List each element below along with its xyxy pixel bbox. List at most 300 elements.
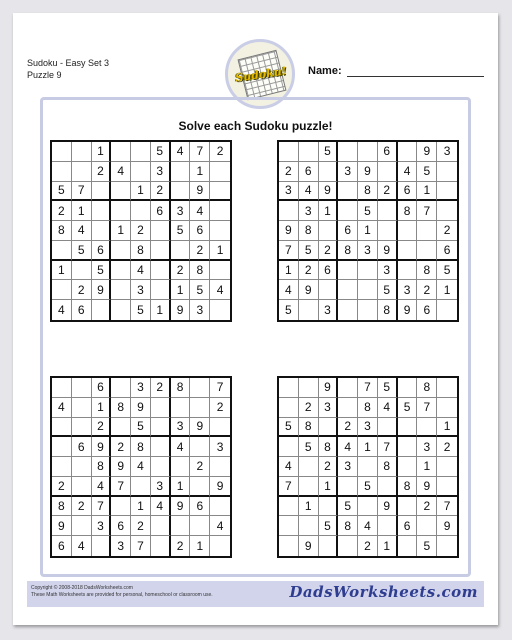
sudoku-cell[interactable]	[338, 280, 358, 300]
sudoku-cell[interactable]	[417, 221, 437, 241]
sudoku-cell[interactable]	[171, 398, 191, 418]
sudoku-cell[interactable]	[417, 241, 437, 261]
sudoku-cell[interactable]: 9	[171, 300, 191, 320]
sudoku-cell[interactable]	[279, 398, 299, 418]
sudoku-cell[interactable]	[190, 477, 210, 497]
sudoku-cell[interactable]: 5	[437, 261, 457, 281]
sudoku-cell[interactable]: 9	[299, 280, 319, 300]
sudoku-cell[interactable]	[358, 497, 378, 517]
sudoku-cell[interactable]: 9	[279, 221, 299, 241]
sudoku-cell[interactable]: 1	[131, 497, 151, 517]
sudoku-cell[interactable]	[338, 300, 358, 320]
sudoku-cell[interactable]: 8	[299, 418, 319, 438]
sudoku-cell[interactable]: 5	[398, 398, 418, 418]
sudoku-cell[interactable]: 5	[417, 162, 437, 182]
sudoku-cell[interactable]: 6	[72, 300, 92, 320]
sudoku-cell[interactable]: 1	[151, 300, 171, 320]
sudoku-cell[interactable]	[190, 516, 210, 536]
sudoku-cell[interactable]	[52, 457, 72, 477]
sudoku-cell[interactable]: 2	[131, 221, 151, 241]
sudoku-cell[interactable]: 5	[378, 280, 398, 300]
sudoku-cell[interactable]	[210, 497, 230, 517]
sudoku-cell[interactable]: 3	[319, 398, 339, 418]
sudoku-cell[interactable]: 6	[338, 221, 358, 241]
sudoku-cell[interactable]	[338, 142, 358, 162]
sudoku-cell[interactable]: 7	[358, 378, 378, 398]
sudoku-cell[interactable]	[111, 497, 131, 517]
sudoku-cell[interactable]	[111, 280, 131, 300]
sudoku-cell[interactable]	[319, 418, 339, 438]
sudoku-cell[interactable]	[358, 300, 378, 320]
sudoku-cell[interactable]: 4	[398, 162, 418, 182]
sudoku-cell[interactable]	[151, 398, 171, 418]
sudoku-cell[interactable]: 4	[92, 477, 112, 497]
sudoku-cell[interactable]	[111, 142, 131, 162]
sudoku-cell[interactable]	[151, 261, 171, 281]
sudoku-cell[interactable]: 8	[338, 516, 358, 536]
sudoku-cell[interactable]: 5	[151, 142, 171, 162]
sudoku-cell[interactable]: 2	[417, 497, 437, 517]
sudoku-cell[interactable]: 9	[378, 241, 398, 261]
sudoku-cell[interactable]	[299, 142, 319, 162]
sudoku-cell[interactable]: 7	[417, 398, 437, 418]
sudoku-cell[interactable]	[299, 477, 319, 497]
sudoku-cell[interactable]: 1	[131, 182, 151, 202]
sudoku-cell[interactable]	[398, 457, 418, 477]
sudoku-cell[interactable]	[151, 241, 171, 261]
sudoku-cell[interactable]	[72, 378, 92, 398]
sudoku-cell[interactable]	[437, 300, 457, 320]
sudoku-cell[interactable]	[398, 378, 418, 398]
sudoku-cell[interactable]: 1	[190, 162, 210, 182]
sudoku-cell[interactable]	[437, 477, 457, 497]
sudoku-cell[interactable]	[398, 261, 418, 281]
sudoku-cell[interactable]: 8	[131, 241, 151, 261]
sudoku-cell[interactable]	[111, 378, 131, 398]
sudoku-cell[interactable]: 3	[111, 536, 131, 556]
sudoku-cell[interactable]	[279, 536, 299, 556]
sudoku-cell[interactable]	[338, 261, 358, 281]
sudoku-cell[interactable]: 5	[319, 142, 339, 162]
sudoku-cell[interactable]	[151, 516, 171, 536]
sudoku-cell[interactable]: 1	[358, 221, 378, 241]
sudoku-cell[interactable]	[52, 241, 72, 261]
sudoku-cell[interactable]	[319, 280, 339, 300]
sudoku-cell[interactable]: 9	[319, 182, 339, 202]
sudoku-cell[interactable]: 4	[111, 162, 131, 182]
sudoku-cell[interactable]	[299, 516, 319, 536]
sudoku-cell[interactable]: 5	[92, 261, 112, 281]
sudoku-cell[interactable]: 6	[378, 142, 398, 162]
sudoku-cell[interactable]: 8	[378, 300, 398, 320]
sudoku-cell[interactable]	[190, 437, 210, 457]
sudoku-cell[interactable]	[299, 457, 319, 477]
sudoku-cell[interactable]	[378, 418, 398, 438]
sudoku-cell[interactable]: 1	[190, 536, 210, 556]
sudoku-cell[interactable]: 6	[319, 261, 339, 281]
sudoku-cell[interactable]	[210, 457, 230, 477]
sudoku-cell[interactable]: 7	[111, 477, 131, 497]
sudoku-cell[interactable]	[279, 201, 299, 221]
sudoku-cell[interactable]: 3	[171, 201, 191, 221]
sudoku-cell[interactable]	[338, 398, 358, 418]
sudoku-cell[interactable]: 5	[190, 280, 210, 300]
sudoku-cell[interactable]: 1	[437, 280, 457, 300]
sudoku-cell[interactable]	[111, 418, 131, 438]
sudoku-cell[interactable]: 9	[92, 437, 112, 457]
sudoku-cell[interactable]	[210, 182, 230, 202]
sudoku-cell[interactable]: 4	[72, 536, 92, 556]
sudoku-cell[interactable]: 4	[151, 497, 171, 517]
sudoku-cell[interactable]	[210, 201, 230, 221]
sudoku-cell[interactable]	[52, 280, 72, 300]
sudoku-cell[interactable]	[398, 221, 418, 241]
sudoku-cell[interactable]: 4	[299, 182, 319, 202]
sudoku-cell[interactable]	[398, 418, 418, 438]
sudoku-cell[interactable]: 2	[151, 182, 171, 202]
sudoku-cell[interactable]: 6	[417, 300, 437, 320]
sudoku-cell[interactable]: 2	[299, 398, 319, 418]
sudoku-cell[interactable]: 3	[190, 300, 210, 320]
sudoku-cell[interactable]	[279, 142, 299, 162]
sudoku-cell[interactable]	[210, 162, 230, 182]
sudoku-cell[interactable]	[437, 457, 457, 477]
sudoku-cell[interactable]	[417, 516, 437, 536]
sudoku-cell[interactable]: 3	[171, 418, 191, 438]
sudoku-cell[interactable]: 5	[131, 300, 151, 320]
sudoku-cell[interactable]: 7	[279, 477, 299, 497]
sudoku-cell[interactable]: 6	[111, 516, 131, 536]
sudoku-cell[interactable]	[92, 300, 112, 320]
sudoku-cell[interactable]	[111, 261, 131, 281]
sudoku-cell[interactable]: 1	[72, 201, 92, 221]
sudoku-cell[interactable]	[279, 497, 299, 517]
sudoku-cell[interactable]	[338, 201, 358, 221]
sudoku-cell[interactable]: 4	[131, 261, 151, 281]
sudoku-cell[interactable]: 9	[378, 497, 398, 517]
sudoku-cell[interactable]	[72, 418, 92, 438]
sudoku-cell[interactable]: 2	[378, 182, 398, 202]
sudoku-cell[interactable]	[171, 516, 191, 536]
sudoku-cell[interactable]	[358, 261, 378, 281]
sudoku-cell[interactable]	[279, 516, 299, 536]
sudoku-cell[interactable]: 8	[338, 241, 358, 261]
sudoku-cell[interactable]: 8	[417, 378, 437, 398]
sudoku-cell[interactable]	[72, 457, 92, 477]
sudoku-cell[interactable]: 2	[319, 241, 339, 261]
sudoku-cell[interactable]: 2	[52, 477, 72, 497]
sudoku-cell[interactable]: 6	[398, 516, 418, 536]
sudoku-cell[interactable]: 9	[437, 516, 457, 536]
sudoku-cell[interactable]: 7	[131, 536, 151, 556]
sudoku-cell[interactable]: 4	[279, 280, 299, 300]
sudoku-cell[interactable]: 1	[111, 221, 131, 241]
sudoku-cell[interactable]	[358, 280, 378, 300]
sudoku-cell[interactable]	[319, 221, 339, 241]
sudoku-cell[interactable]	[111, 182, 131, 202]
sudoku-cell[interactable]: 2	[190, 457, 210, 477]
sudoku-cell[interactable]: 7	[190, 142, 210, 162]
sudoku-cell[interactable]: 9	[190, 182, 210, 202]
sudoku-cell[interactable]	[52, 378, 72, 398]
sudoku-cell[interactable]	[210, 221, 230, 241]
sudoku-cell[interactable]: 4	[190, 201, 210, 221]
sudoku-cell[interactable]	[338, 536, 358, 556]
sudoku-cell[interactable]	[92, 201, 112, 221]
sudoku-cell[interactable]: 1	[92, 398, 112, 418]
sudoku-cell[interactable]	[151, 437, 171, 457]
sudoku-cell[interactable]	[398, 437, 418, 457]
sudoku-cell[interactable]: 4	[131, 457, 151, 477]
sudoku-cell[interactable]: 5	[299, 241, 319, 261]
sudoku-cell[interactable]	[72, 261, 92, 281]
sudoku-cell[interactable]: 2	[417, 280, 437, 300]
sudoku-cell[interactable]: 5	[279, 300, 299, 320]
sudoku-cell[interactable]: 5	[319, 516, 339, 536]
sudoku-cell[interactable]: 4	[52, 398, 72, 418]
sudoku-cell[interactable]: 2	[437, 221, 457, 241]
sudoku-cell[interactable]	[171, 182, 191, 202]
sudoku-cell[interactable]: 3	[131, 280, 151, 300]
sudoku-cell[interactable]	[151, 418, 171, 438]
sudoku-cell[interactable]	[378, 477, 398, 497]
sudoku-cell[interactable]: 5	[338, 497, 358, 517]
sudoku-cell[interactable]: 2	[210, 142, 230, 162]
sudoku-cell[interactable]	[151, 457, 171, 477]
sudoku-cell[interactable]: 3	[398, 280, 418, 300]
sudoku-cell[interactable]: 7	[437, 497, 457, 517]
sudoku-cell[interactable]: 6	[72, 437, 92, 457]
sudoku-cell[interactable]: 3	[358, 241, 378, 261]
sudoku-cell[interactable]	[210, 418, 230, 438]
sudoku-cell[interactable]: 1	[171, 477, 191, 497]
sudoku-cell[interactable]	[378, 201, 398, 221]
sudoku-cell[interactable]: 9	[210, 477, 230, 497]
sudoku-cell[interactable]	[190, 378, 210, 398]
sudoku-cell[interactable]	[131, 477, 151, 497]
sudoku-cell[interactable]: 4	[279, 457, 299, 477]
sudoku-cell[interactable]	[210, 300, 230, 320]
sudoku-cell[interactable]: 9	[52, 516, 72, 536]
sudoku-cell[interactable]: 9	[358, 162, 378, 182]
sudoku-cell[interactable]: 6	[92, 241, 112, 261]
sudoku-cell[interactable]: 5	[171, 221, 191, 241]
sudoku-cell[interactable]: 1	[417, 182, 437, 202]
sudoku-cell[interactable]: 8	[92, 457, 112, 477]
sudoku-cell[interactable]	[171, 162, 191, 182]
sudoku-cell[interactable]	[111, 201, 131, 221]
sudoku-cell[interactable]	[338, 378, 358, 398]
sudoku-cell[interactable]: 2	[338, 418, 358, 438]
sudoku-cell[interactable]	[319, 536, 339, 556]
sudoku-cell[interactable]	[378, 221, 398, 241]
sudoku-cell[interactable]: 9	[417, 142, 437, 162]
sudoku-cell[interactable]	[299, 378, 319, 398]
sudoku-cell[interactable]: 4	[171, 437, 191, 457]
sudoku-cell[interactable]: 5	[131, 418, 151, 438]
sudoku-cell[interactable]: 9	[319, 378, 339, 398]
sudoku-cell[interactable]	[72, 516, 92, 536]
sudoku-cell[interactable]: 3	[338, 457, 358, 477]
sudoku-cell[interactable]: 5	[52, 182, 72, 202]
sudoku-cell[interactable]	[92, 536, 112, 556]
sudoku-cell[interactable]: 9	[417, 477, 437, 497]
sudoku-cell[interactable]	[437, 378, 457, 398]
sudoku-cell[interactable]: 2	[299, 261, 319, 281]
sudoku-cell[interactable]	[437, 162, 457, 182]
sudoku-cell[interactable]: 9	[190, 418, 210, 438]
sudoku-cell[interactable]: 4	[72, 221, 92, 241]
sudoku-cell[interactable]: 6	[190, 221, 210, 241]
sudoku-cell[interactable]: 3	[151, 162, 171, 182]
sudoku-cell[interactable]: 9	[131, 398, 151, 418]
sudoku-cell[interactable]	[299, 300, 319, 320]
sudoku-cell[interactable]: 2	[171, 536, 191, 556]
sudoku-cell[interactable]: 5	[378, 378, 398, 398]
sudoku-cell[interactable]	[398, 536, 418, 556]
sudoku-cell[interactable]: 9	[299, 536, 319, 556]
sudoku-cell[interactable]: 9	[398, 300, 418, 320]
sudoku-cell[interactable]: 6	[398, 182, 418, 202]
sudoku-cell[interactable]: 7	[279, 241, 299, 261]
sudoku-cell[interactable]: 1	[171, 280, 191, 300]
sudoku-cell[interactable]: 2	[151, 378, 171, 398]
sudoku-cell[interactable]: 1	[319, 201, 339, 221]
sudoku-cell[interactable]: 4	[210, 280, 230, 300]
sudoku-cell[interactable]: 2	[72, 497, 92, 517]
sudoku-cell[interactable]: 2	[131, 516, 151, 536]
sudoku-cell[interactable]: 2	[92, 162, 112, 182]
sudoku-cell[interactable]: 6	[92, 378, 112, 398]
sudoku-cell[interactable]: 3	[210, 437, 230, 457]
sudoku-cell[interactable]: 2	[72, 280, 92, 300]
sudoku-cell[interactable]: 8	[398, 477, 418, 497]
sudoku-cell[interactable]	[111, 300, 131, 320]
sudoku-cell[interactable]: 2	[437, 437, 457, 457]
sudoku-cell[interactable]	[72, 162, 92, 182]
sudoku-cell[interactable]: 5	[417, 536, 437, 556]
sudoku-cell[interactable]: 5	[299, 437, 319, 457]
sudoku-cell[interactable]: 3	[299, 201, 319, 221]
sudoku-cell[interactable]	[319, 162, 339, 182]
sudoku-cell[interactable]: 4	[171, 142, 191, 162]
sudoku-cell[interactable]: 2	[358, 536, 378, 556]
sudoku-cell[interactable]	[131, 142, 151, 162]
sudoku-cell[interactable]: 3	[378, 261, 398, 281]
sudoku-cell[interactable]	[171, 241, 191, 261]
sudoku-cell[interactable]	[437, 182, 457, 202]
sudoku-cell[interactable]: 4	[358, 516, 378, 536]
sudoku-cell[interactable]: 4	[52, 300, 72, 320]
sudoku-cell[interactable]	[92, 221, 112, 241]
sudoku-cell[interactable]	[398, 497, 418, 517]
sudoku-cell[interactable]	[171, 457, 191, 477]
sudoku-cell[interactable]: 3	[358, 418, 378, 438]
sudoku-cell[interactable]	[437, 398, 457, 418]
sudoku-cell[interactable]: 8	[52, 221, 72, 241]
sudoku-cell[interactable]: 6	[151, 201, 171, 221]
sudoku-cell[interactable]: 8	[358, 398, 378, 418]
sudoku-cell[interactable]: 2	[319, 457, 339, 477]
sudoku-cell[interactable]: 3	[437, 142, 457, 162]
sudoku-cell[interactable]: 2	[52, 201, 72, 221]
sudoku-cell[interactable]	[111, 241, 131, 261]
sudoku-cell[interactable]: 1	[52, 261, 72, 281]
sudoku-cell[interactable]: 3	[151, 477, 171, 497]
sudoku-cell[interactable]: 9	[111, 457, 131, 477]
sudoku-cell[interactable]	[151, 280, 171, 300]
sudoku-cell[interactable]: 8	[171, 378, 191, 398]
sudoku-cell[interactable]: 3	[319, 300, 339, 320]
sudoku-cell[interactable]: 8	[190, 261, 210, 281]
sudoku-cell[interactable]: 2	[279, 162, 299, 182]
sudoku-cell[interactable]: 8	[398, 201, 418, 221]
sudoku-cell[interactable]: 2	[111, 437, 131, 457]
sudoku-cell[interactable]: 8	[319, 437, 339, 457]
sudoku-cell[interactable]: 8	[52, 497, 72, 517]
sudoku-cell[interactable]	[52, 437, 72, 457]
sudoku-cell[interactable]	[358, 457, 378, 477]
sudoku-cell[interactable]: 2	[210, 398, 230, 418]
sudoku-cell[interactable]	[437, 536, 457, 556]
sudoku-cell[interactable]: 8	[111, 398, 131, 418]
sudoku-cell[interactable]: 6	[52, 536, 72, 556]
sudoku-cell[interactable]: 6	[190, 497, 210, 517]
sudoku-cell[interactable]: 3	[92, 516, 112, 536]
sudoku-cell[interactable]	[338, 182, 358, 202]
sudoku-cell[interactable]: 4	[378, 398, 398, 418]
sudoku-cell[interactable]: 3	[279, 182, 299, 202]
sudoku-cell[interactable]	[319, 497, 339, 517]
sudoku-cell[interactable]	[92, 182, 112, 202]
sudoku-cell[interactable]: 3	[131, 378, 151, 398]
sudoku-cell[interactable]: 8	[417, 261, 437, 281]
sudoku-cell[interactable]: 1	[417, 457, 437, 477]
sudoku-cell[interactable]: 1	[210, 241, 230, 261]
sudoku-cell[interactable]	[52, 418, 72, 438]
sudoku-cell[interactable]: 4	[210, 516, 230, 536]
sudoku-cell[interactable]: 2	[92, 418, 112, 438]
sudoku-cell[interactable]: 7	[72, 182, 92, 202]
sudoku-cell[interactable]	[72, 142, 92, 162]
sudoku-cell[interactable]	[151, 221, 171, 241]
sudoku-cell[interactable]: 7	[92, 497, 112, 517]
sudoku-cell[interactable]: 1	[319, 477, 339, 497]
sudoku-cell[interactable]	[338, 477, 358, 497]
sudoku-cell[interactable]: 6	[437, 241, 457, 261]
sudoku-cell[interactable]	[398, 142, 418, 162]
sudoku-cell[interactable]: 5	[358, 201, 378, 221]
sudoku-cell[interactable]: 1	[299, 497, 319, 517]
sudoku-cell[interactable]: 8	[358, 182, 378, 202]
sudoku-cell[interactable]	[151, 536, 171, 556]
sudoku-cell[interactable]: 6	[299, 162, 319, 182]
sudoku-cell[interactable]: 7	[417, 201, 437, 221]
sudoku-cell[interactable]: 4	[338, 437, 358, 457]
sudoku-cell[interactable]: 1	[279, 261, 299, 281]
sudoku-cell[interactable]	[279, 437, 299, 457]
sudoku-cell[interactable]: 8	[131, 437, 151, 457]
sudoku-cell[interactable]	[417, 418, 437, 438]
sudoku-cell[interactable]	[378, 162, 398, 182]
sudoku-cell[interactable]	[437, 201, 457, 221]
sudoku-cell[interactable]	[52, 162, 72, 182]
sudoku-cell[interactable]: 3	[338, 162, 358, 182]
sudoku-cell[interactable]	[378, 516, 398, 536]
sudoku-cell[interactable]: 9	[92, 280, 112, 300]
sudoku-cell[interactable]	[398, 241, 418, 261]
sudoku-cell[interactable]: 7	[378, 437, 398, 457]
